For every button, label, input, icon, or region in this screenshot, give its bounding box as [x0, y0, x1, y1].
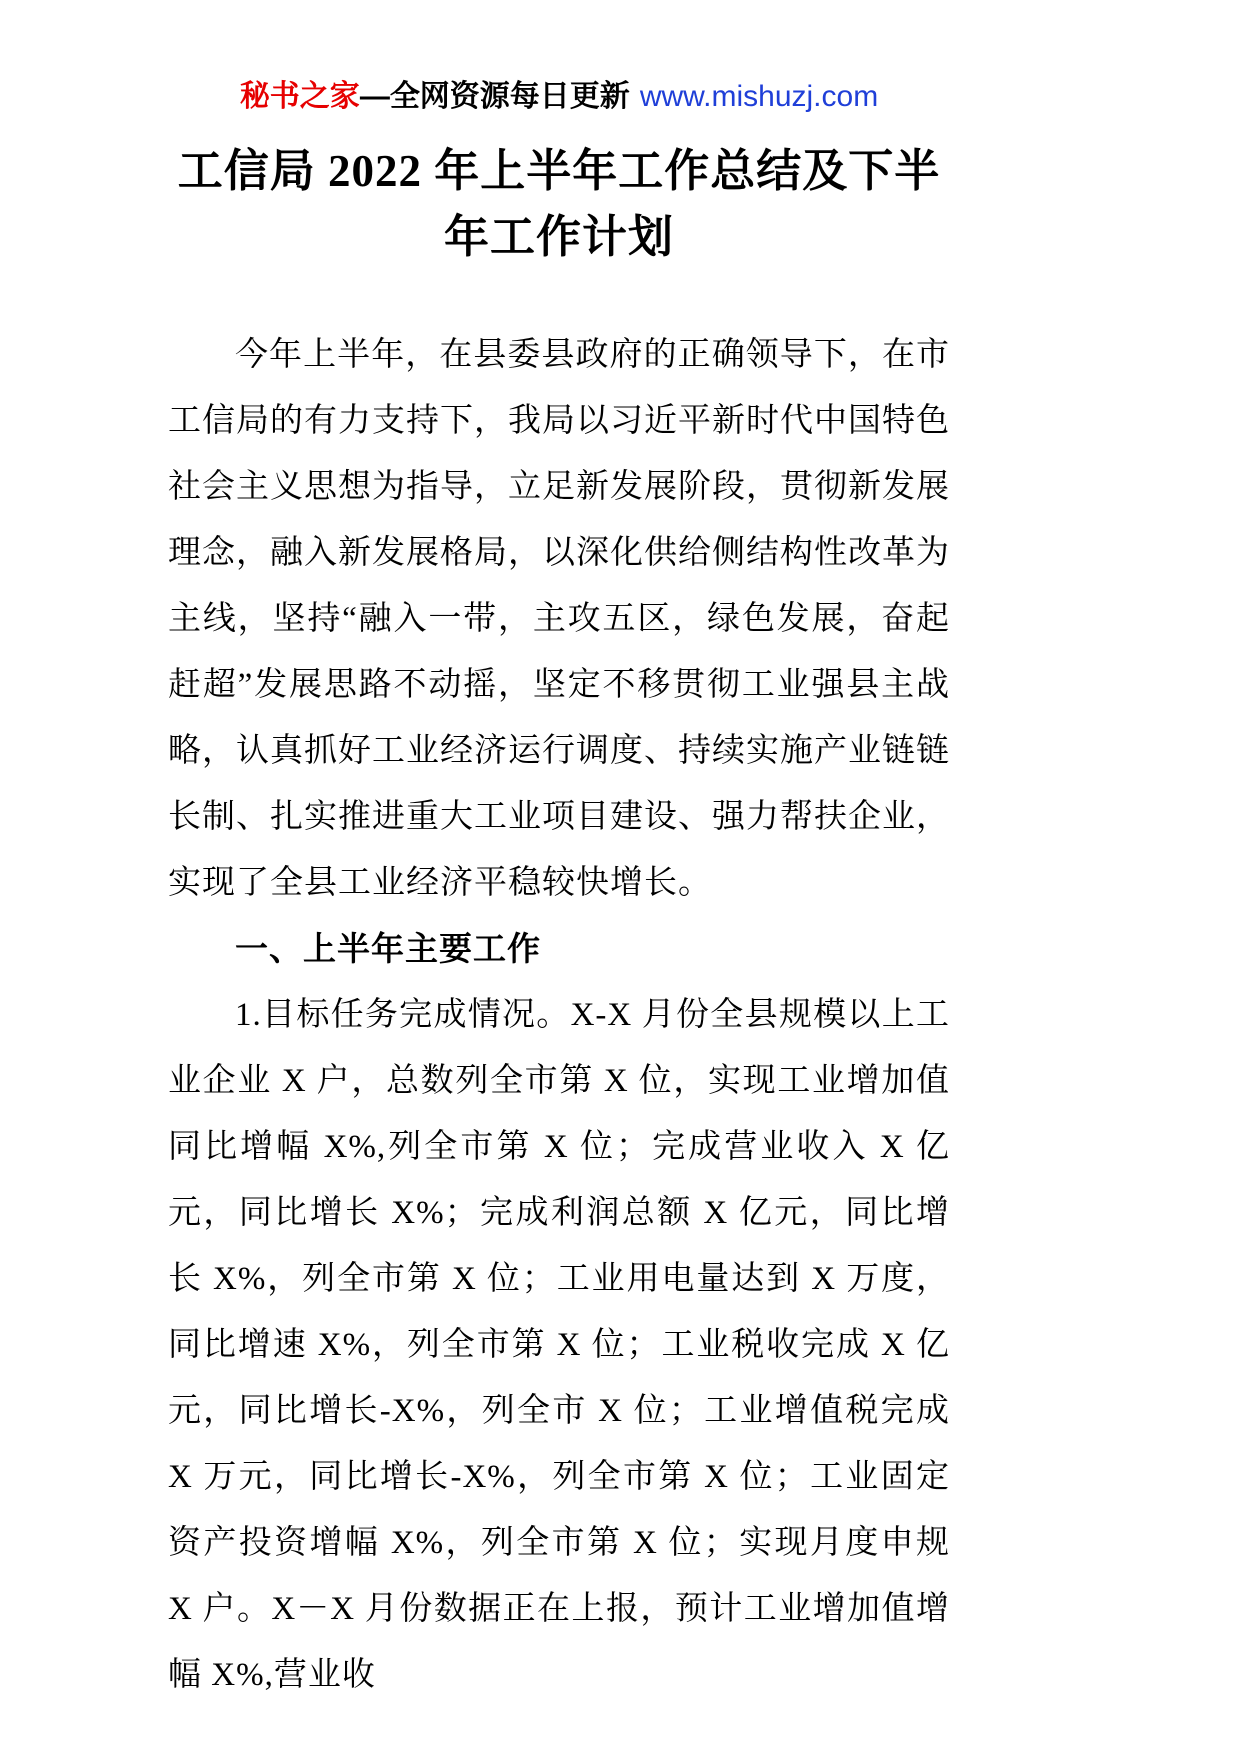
brand-text: 秘书之家: [239, 80, 360, 113]
page-header: [168, 78, 950, 116]
header-tagline: 全网资源每日更新: [389, 80, 630, 113]
section-heading-first-half-work: 一、上半年主要工作: [235, 930, 541, 967]
paragraph-task-completion: 1.目标任务完成情况。X-X 月份全县规模以上工业企业 X 户，总数列全市第 X 位，实现工业增加值同比增幅 X%,列全市第 X 位；完成营业收入 X 亿元，同比增长 X%；完成利润总额 X 亿元，同比增长 X%，列全市第 X 位；工业用电量达到 X 万度，同比增速 X%，列全市第 X 位；工业税收完成 X 亿元，同比增长-X%，列全市 X 位；工业增值税完成 X 万元，同比增长-X%，列全市第 X 位；工业固定资产投资增幅 X%，列全市第 X 位；实现月度申规 X 户。X－X 月份数据正在上报，预计工业增加值增幅 X%,营业收: [168, 997, 950, 1693]
document-title: 工信局 2022 年上半年工作总结及下半年工作计划: [177, 146, 941, 262]
header-dash: —: [359, 80, 390, 113]
paragraph-intro: 今年上半年，在县委县政府的正确领导下，在市工信局的有力支持下，我局以习近平新时代中国特色社会主义思想为指导，立足新发展阶段，贯彻新发展理念，融入新发展格局，以深化供给侧结构性改革为主线，坚持“融入一带，主攻五区，绿色发展，奋起赶超”发展思路不动摇，坚定不移贯彻工业强县主战略，认真抓好工业经济运行调度、持续实施产业链链长制、扎实推进重大工业项目建设、强力帮扶企业，实现了全县工业经济平稳较快增长。: [168, 337, 950, 901]
site-url-link[interactable]: www.mishuzj.com: [639, 80, 879, 113]
